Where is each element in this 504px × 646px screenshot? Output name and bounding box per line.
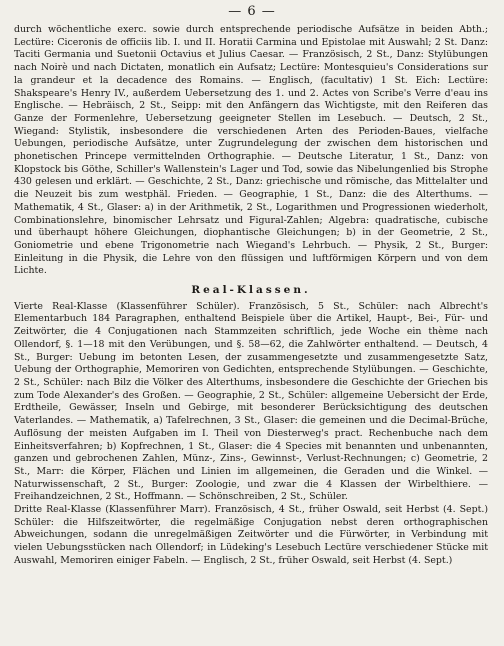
paragraph-dritte-real-klasse: Dritte Real-Klasse (Klassenführer Marr). Französisch, 4 St., früher Oswald, seit Herbst (4. Sept.) Schüler: die Hilfszeitwörter, die regelmäßige Conjugation nebst deren orthographischen Abweichungen, sodann die unregelmäßigen Zeitwörter und die Fürwörter, in Verbindung mit vielen Uebungsstücken nach Ollendorf; in Lüdeking's Lesebuch Lectüre verschiedener Stücke mit Auswahl, Memoriren einiger Fabeln. — Englisch, 2 St., früher Oswald, seit Herbst (4. Sept.) <box>14 504 488 566</box>
page-number: — 6 — <box>228 4 276 19</box>
section-heading-real-klassen: Real-Klassen. <box>191 284 311 297</box>
paragraph-vierte-real-klasse: Vierte Real-Klasse (Klassenführer Schüler). Französisch, 5 St., Schüler: nach Albrecht's Elementarbuch 184 Paragraphen, enthaltend Beispiele über die Artikel, Haupt-, Bei-, Für- und Zeitwörter, die 4 Conjugationen nach Stammzeiten schriftlich, jede Woche ein thème nach Ollendorf, §. 1—18 mit den Verübungen, und §. 58—62, die Zahlwörter enthaltend. — Deutsch, 4 St., Burger: Uebung im betonten Lesen, der zusammengesetzte und zusammengesetzte Satz, Uebung der Orthographie, Memoriren von Gedichten, entsprechende Stylübungen. — Geschichte, 2 St., Schüler: nach Bilz die Völker des Alterthums, insbesondere die Geschichte der Griechen bis zum Tode Alexander's des Großen. — Geographie, 2 St., Schüler: allgemeine Uebersicht der Erde, Erdtheile, Gewässer, Inseln und Gebirge, mit besonderer Berücksichtigung des deutschen Vaterlandes. — Mathematik, a) Tafelrechnen, 3 St., Glaser: die gemeinen und die Decimal-Brüche, Auflösung der meisten Aufgaben im I. Theil von Diesterweg's pract. Rechenbuche nach dem Einheitsverfahren; b) Kopfrechnen, 1 St., Glaser: die 4 Species mit benannten und unbenannten, ganzen und gebrochenen Zahlen, Münz-, Zins-, Gewinnst-, Verlust-Rechnungen; c) Geometrie, 2 St., Marr: die Körper, Flächen und Linien im allgemeinen, die Geraden und die Winkel. — Naturwissenschaft, 2 St., Burger: Zoologie, und zwar die 4 Klassen der Wirbelthiere. — Freihandzeichnen, 2 St., Hoffmann. — Schönschreiben, 2 St., Schüler. <box>14 300 488 503</box>
document-body <box>14 24 488 568</box>
paragraph-upper-classes: durch wöchentliche exerc. sowie durch entsprechende periodische Aufsätze in beiden Abth.; Lectüre: Ciceronis de officiis lib. I. und II. Horatii Carmina und Epistolae mit Auswahl; 2 St. Danz: Taciti Germania und Suetonii Octavius et Julius Caesar. — Französisch, 2 St., Danz: Stylübungen nach Noirè und nach Dictaten, monatlich ein Aufsatz; Lectüre: Montesquieu's Considerations sur la grandeur et la decadence des Romains. — Englisch, (facultativ) 1 St. Eich: Lectüre: Shakspeare's Henry IV., außerdem Uebersetzung des 1. und 2. Actes von Scribe's Verre d'eau ins Englische. — Hebräisch, 2 St., Seipp: mit den Anfängern das Wichtigste, mit den Reiferen das Ganze der Formenlehre, Uebersetzung geeigneter Stellen im Lesebuch. — Deutsch, 2 St., Wiegand: Stylistik, insbesondere die verschiedenen Arten des Perioden-Baues, vielfache Uebungen, periodische Aufsätze, unter Zugrundelegung der zwischen dem historischen und phonetischen Princepe vermittelnden Orthographie. — Deutsche Literatur, 1 St., Danz: von Klopstock bis Göthe, Schiller's Wallenstein's Lager und Tod, sowie das Nibelungenlied bis Strophe 430 gelesen und erklärt. — Geschichte, 2 St., Danz: griechische und römische, das Mittelalter und die Neuzeit bis zum westphäl. Frieden. — Geographie, 1 St., Danz: die des Alterthums. — Mathematik, 4 St., Glaser: a) in der Arithmetik, 2 St., Logarithmen und Progressionen wiederholt, Combinationslehre, binomischer Lehrsatz und Figural-Zahlen; Algebra: quadratische, cubische und überhaupt höhere Gleichungen, diophantische Gleichungen; b) in der Geometrie, 2 St., Goniometrie und ebene Trigonometrie nach Wiegand's Lehrbuch. — Physik, 2 St., Burger: Einleitung in die Physik, die Lehre von den flüssigen und luftförmigen Körpern und von dem Lichte. <box>14 24 488 277</box>
